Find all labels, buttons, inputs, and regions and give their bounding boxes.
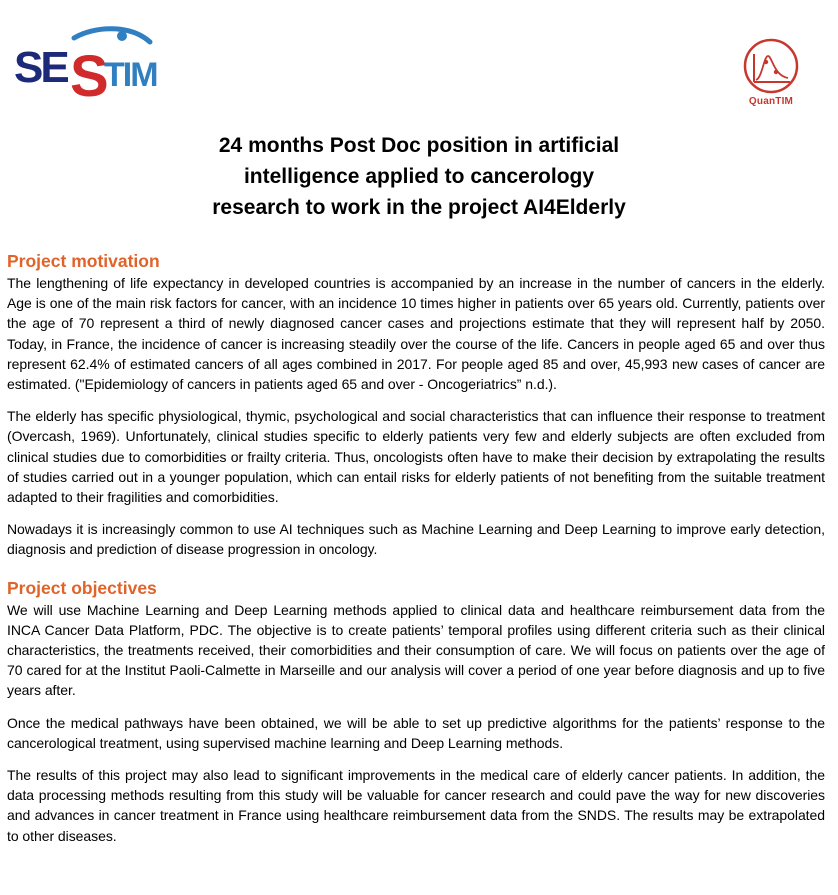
objectives-paragraph-1: We will use Machine Learning and Deep Learning methods applied to clinical data and healthcare reimbursement data from the INCA Cancer Data Platform, PDC. The objective is to create patients’ temporal profiles using different criteria such as their clinical characteristics, the treatments received, their comorbidities and their consumption of care. We will focus on patients over the age of 70 cared for at the Institut Paoli-Calmette in Marseille and our analysis will cover a period of one year before diagnosis and up to five years after. (7, 601, 825, 699)
sestim-logo-graphic (12, 24, 160, 102)
title-line-1: 24 months Post Doc position in artificial (218, 134, 620, 157)
document-body (7, 250, 825, 858)
motivation-paragraph-2: The elderly has specific physiological, thymic, psychological and social characteristics that can influence their response to treatment (Overcash, 1969). Unfortunately, clinical studies specific to elderly patients very few and elderly subjects are often excluded from clinical studies due to comorbidities or frailty criteria. Thus, oncologists often have to make their decision by extrapolating the results of studies carried out in a younger population, which can entail risks for elderly patients of not benefiting from the suitable treatment adapted to their fragilities and comorbidities. (7, 408, 825, 506)
objectives-paragraph-3: The results of this project may also lead to significant improvements in the medical care of elderly cancer patients. In addition, the data processing methods resulting from this study will be valuable for cancer research and could pave the way for new discoveries and advances in cancer treatment in France using healthcare reimbursement data from the SNDS. The results may be extrapolated to other diseases. (7, 767, 825, 844)
section-heading-objectives: Project objectives (7, 577, 157, 598)
title-line-2: intelligence applied to cancerology (243, 165, 595, 188)
page-title (60, 130, 778, 223)
sestim-logo-s: S (70, 44, 109, 102)
sestim-logo-se: SE (14, 43, 67, 92)
title-line-3: research to work in the project AI4Elderly (212, 196, 626, 219)
quantim-caption: QuanTIM (748, 96, 794, 107)
motivation-paragraph-1: The lengthening of life expectancy in developed countries is accompanied by an increase in the number of cancers in the elderly. Age is one of the main risk factors for cancer, with an incidence 10 times higher in patients over 65 years old. Currently, patients over the age of 70 represent a third of newly diagnosed cancer cases and projections estimate that they will represent half by 2050. Today, in France, the incidence of cancer is increasing steadily over the course of the life. Cancers in people aged 65 and over thus represent 62.4% of estimated cancers of all ages combined in 2017. For people aged 85 and over, 45,993 new cases of cancer are estimated. ("Epidemiology of cancers in patients aged 65 and over - Oncogeriatrics” n.d.). (7, 275, 825, 393)
quantim-emblem (728, 38, 814, 96)
quantim-logo (728, 38, 814, 110)
objectives-paragraph-2: Once the medical pathways have been obtained, we will be able to set up predictive algorithms for the patients’ response to the cancerological treatment, using supervised machine learning and Deep Learning methods. (7, 714, 825, 751)
sestim-logo (12, 24, 160, 102)
sestim-logo-tim: TIM (104, 56, 157, 94)
section-heading-motivation: Project motivation (7, 251, 160, 271)
motivation-paragraph-3: Nowadays it is increasingly common to use AI techniques such as Machine Learning and Deep Learning to improve early detection, diagnosis and prediction of disease progression in oncology. (7, 521, 825, 558)
